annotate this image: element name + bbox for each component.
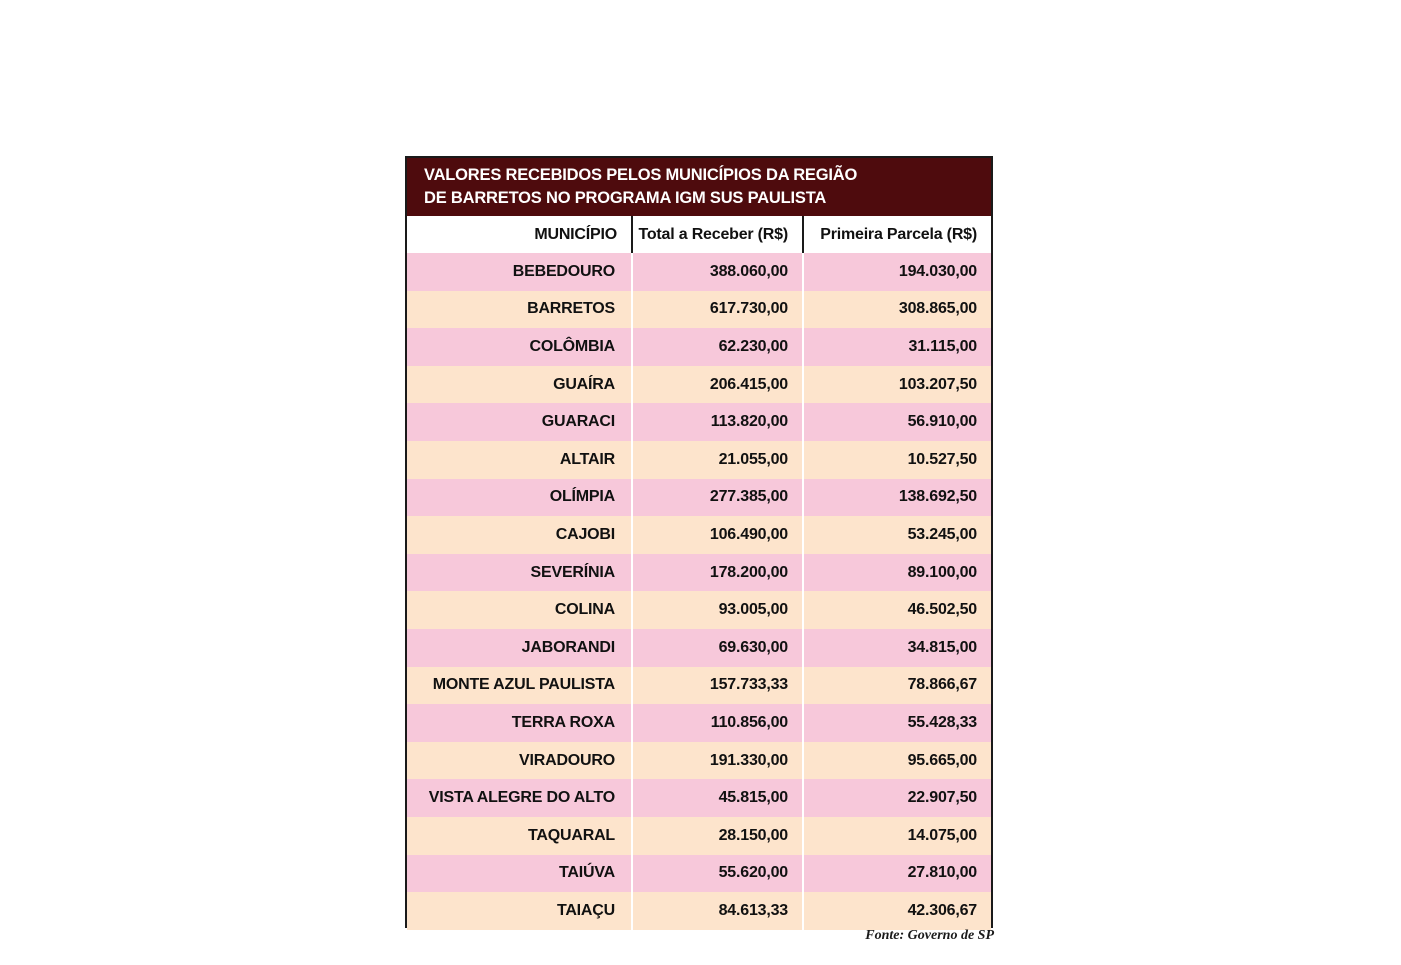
cell-total: 21.055,00 xyxy=(632,441,803,479)
cell-primeira-parcela: 78.866,67 xyxy=(803,667,991,705)
table-row xyxy=(407,667,991,705)
cell-total: 69.630,00 xyxy=(632,629,803,667)
table-row xyxy=(407,591,991,629)
cell-primeira-parcela: 53.245,00 xyxy=(803,516,991,554)
cell-primeira-parcela: 10.527,50 xyxy=(803,441,991,479)
municipios-table xyxy=(407,216,991,930)
table-row xyxy=(407,403,991,441)
cell-municipio: CAJOBI xyxy=(407,516,632,554)
table-row xyxy=(407,892,991,930)
table-row xyxy=(407,855,991,893)
table-row xyxy=(407,704,991,742)
table-row xyxy=(407,554,991,592)
table-row xyxy=(407,479,991,517)
table-title-line-1: VALORES RECEBIDOS PELOS MUNICÍPIOS DA REGIÃO xyxy=(424,166,858,184)
cell-primeira-parcela: 31.115,00 xyxy=(803,328,991,366)
cell-municipio: BARRETOS xyxy=(407,291,632,329)
cell-primeira-parcela: 22.907,50 xyxy=(803,779,991,817)
cell-primeira-parcela: 14.075,00 xyxy=(803,817,991,855)
table-row xyxy=(407,291,991,329)
table-body xyxy=(407,253,991,930)
cell-primeira-parcela: 55.428,33 xyxy=(803,704,991,742)
cell-primeira-parcela: 46.502,50 xyxy=(803,591,991,629)
cell-municipio: TAIÚVA xyxy=(407,855,632,893)
data-table-container xyxy=(405,156,993,928)
cell-primeira-parcela: 194.030,00 xyxy=(803,253,991,291)
table-row xyxy=(407,253,991,291)
cell-primeira-parcela: 95.665,00 xyxy=(803,742,991,780)
cell-municipio: COLINA xyxy=(407,591,632,629)
cell-total: 113.820,00 xyxy=(632,403,803,441)
cell-total: 84.613,33 xyxy=(632,892,803,930)
cell-total: 55.620,00 xyxy=(632,855,803,893)
cell-municipio: COLÔMBIA xyxy=(407,328,632,366)
cell-municipio: VISTA ALEGRE DO ALTO xyxy=(407,779,632,817)
cell-municipio: TAIAÇU xyxy=(407,892,632,930)
cell-primeira-parcela: 56.910,00 xyxy=(803,403,991,441)
column-header-municipio: MUNICÍPIO xyxy=(407,216,632,253)
cell-municipio: GUARACI xyxy=(407,403,632,441)
cell-total: 93.005,00 xyxy=(632,591,803,629)
cell-municipio: TERRA ROXA xyxy=(407,704,632,742)
table-title xyxy=(407,158,991,216)
cell-total: 110.856,00 xyxy=(632,704,803,742)
cell-municipio: JABORANDI xyxy=(407,629,632,667)
table-row xyxy=(407,742,991,780)
cell-total: 28.150,00 xyxy=(632,817,803,855)
cell-primeira-parcela: 89.100,00 xyxy=(803,554,991,592)
cell-total: 277.385,00 xyxy=(632,479,803,517)
source-caption: Fonte: Governo de SP xyxy=(865,928,994,943)
cell-municipio: TAQUARAL xyxy=(407,817,632,855)
cell-total: 191.330,00 xyxy=(632,742,803,780)
cell-municipio: SEVERÍNIA xyxy=(407,554,632,592)
cell-total: 106.490,00 xyxy=(632,516,803,554)
table-row xyxy=(407,366,991,404)
cell-municipio: GUAÍRA xyxy=(407,366,632,404)
cell-municipio: VIRADOURO xyxy=(407,742,632,780)
cell-municipio: OLÍMPIA xyxy=(407,479,632,517)
column-header-total: Total a Receber (R$) xyxy=(632,216,803,253)
table-row xyxy=(407,441,991,479)
cell-total: 388.060,00 xyxy=(632,253,803,291)
cell-total: 206.415,00 xyxy=(632,366,803,404)
table-row xyxy=(407,629,991,667)
cell-primeira-parcela: 27.810,00 xyxy=(803,855,991,893)
cell-total: 178.200,00 xyxy=(632,554,803,592)
cell-total: 62.230,00 xyxy=(632,328,803,366)
table-header-row xyxy=(407,216,991,253)
cell-primeira-parcela: 308.865,00 xyxy=(803,291,991,329)
column-header-primeira-parcela: Primeira Parcela (R$) xyxy=(803,216,991,253)
cell-primeira-parcela: 103.207,50 xyxy=(803,366,991,404)
cell-primeira-parcela: 138.692,50 xyxy=(803,479,991,517)
cell-municipio: ALTAIR xyxy=(407,441,632,479)
cell-total: 45.815,00 xyxy=(632,779,803,817)
table-row xyxy=(407,516,991,554)
table-row xyxy=(407,779,991,817)
table-row xyxy=(407,328,991,366)
table-title-line-2: DE BARRETOS NO PROGRAMA IGM SUS PAULISTA xyxy=(424,189,827,207)
cell-primeira-parcela: 42.306,67 xyxy=(803,892,991,930)
cell-municipio: MONTE AZUL PAULISTA xyxy=(407,667,632,705)
table-row xyxy=(407,817,991,855)
cell-total: 617.730,00 xyxy=(632,291,803,329)
cell-primeira-parcela: 34.815,00 xyxy=(803,629,991,667)
cell-total: 157.733,33 xyxy=(632,667,803,705)
cell-municipio: BEBEDOURO xyxy=(407,253,632,291)
